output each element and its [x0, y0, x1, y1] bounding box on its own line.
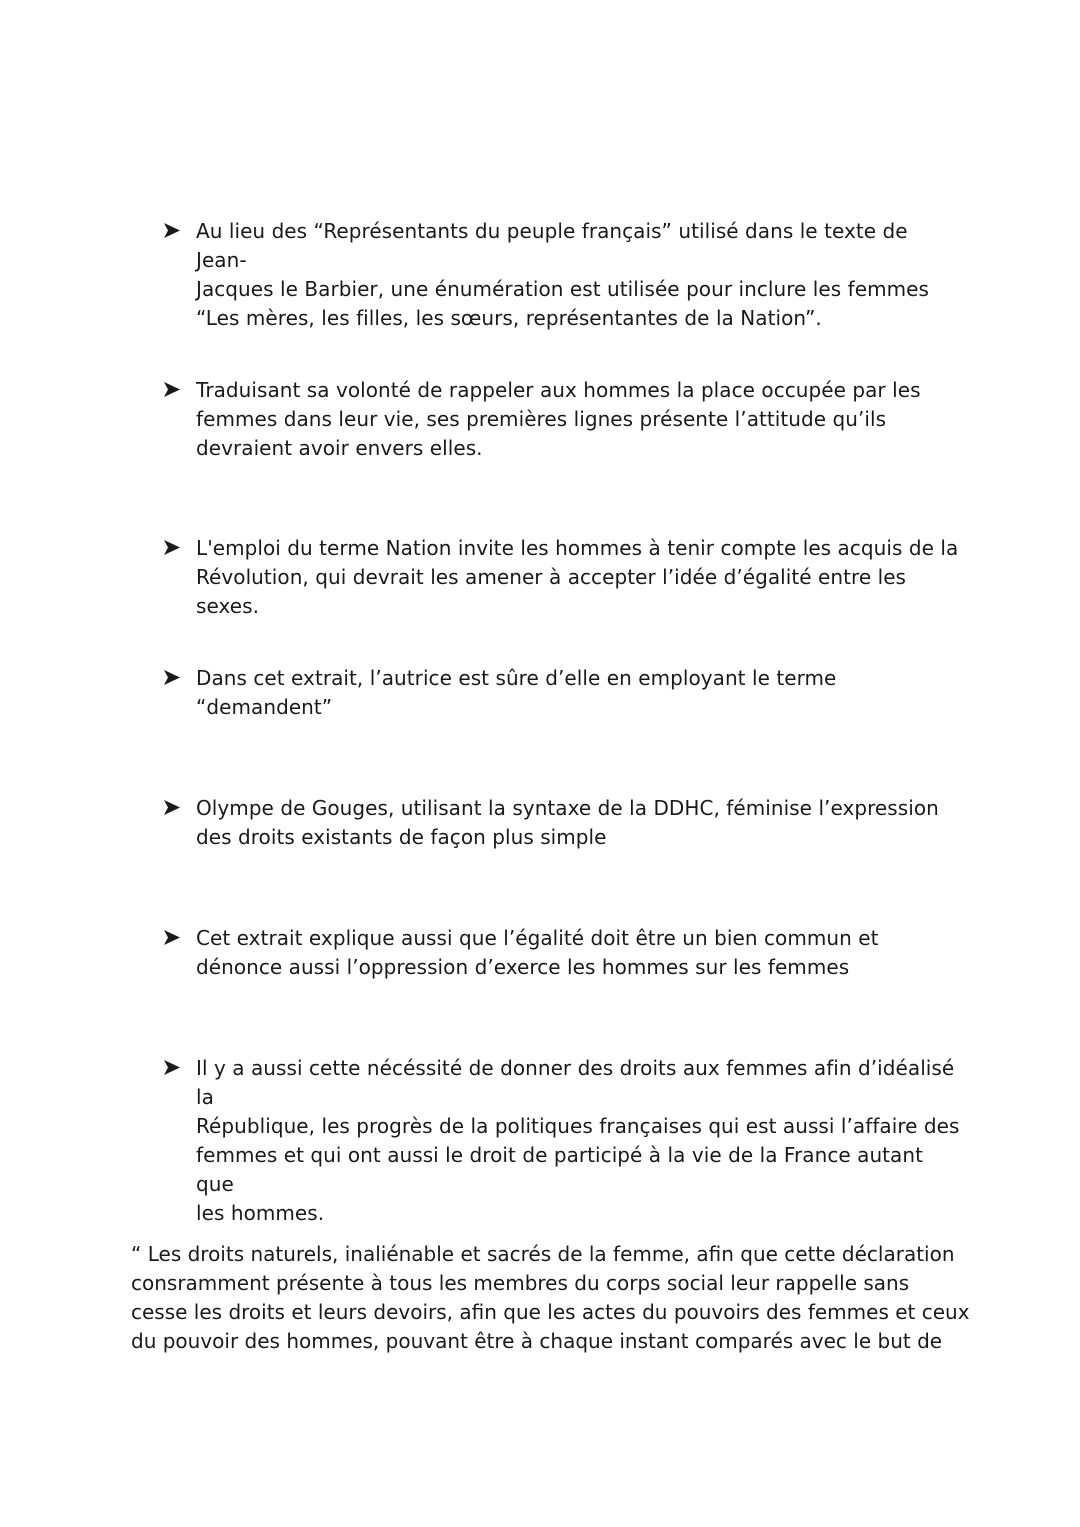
bullet-text: Cet extrait explique aussi que l’égalité doit être un bien commun et dénonce aussi l’oppression d’exerce les hommes sur les femmes: [196, 926, 879, 979]
bullet-text: Traduisant sa volonté de rappeler aux hommes la place occupée par les femmes dans leur vie, ses premières lignes présente l’attitude qu’ils devraient avoir envers elles.: [196, 378, 921, 460]
arrowhead-bullet-icon: [163, 794, 185, 823]
arrowhead-bullet-icon: [163, 1054, 185, 1083]
arrowhead-bullet-icon: [163, 534, 185, 563]
arrowhead-bullet-icon: [163, 376, 185, 405]
bullet-item: [163, 534, 963, 621]
bullet-text: Au lieu des “Représentants du peuple français” utilisé dans le texte de Jean- Jacques le Barbier, une énumération est utilisée pour inclure les femmes “Les mères, les filles, les sœurs, représentantes de la Nation”.: [196, 219, 929, 330]
arrowhead-bullet-icon: [163, 664, 185, 693]
arrowhead-bullet-icon: [163, 924, 185, 953]
arrowhead-bullet-icon: [163, 217, 185, 246]
bullet-text: Dans cet extrait, l’autrice est sûre d’elle en employant le terme “demandent”: [196, 666, 837, 719]
bullet-item: [163, 794, 963, 852]
bullet-item: [163, 664, 963, 722]
quote-paragraph: “ Les droits naturels, inaliénable et sacrés de la femme, afin que cette déclaration consramment présente à tous les membres du corps social leur rappelle sans cesse les droits et leurs devoirs, afin que les actes du pouvoirs des femmes et ceux du pouvoir des hommes, pouvant être à chaque instant comparés avec le but de: [131, 1242, 970, 1353]
bullet-item: [163, 1054, 963, 1228]
bullet-item: [163, 217, 963, 333]
bullet-text: Il y a aussi cette nécéssité de donner des droits aux femmes afin d’idéalisé la République, les progrès de la politiques françaises qui est aussi l’affaire des femmes et qui ont aussi le droit de participé à la vie de la France autant que les hommes.: [196, 1056, 960, 1225]
bullet-text: Olympe de Gouges, utilisant la syntaxe de la DDHC, féminise l’expression des droits existants de façon plus simple: [196, 796, 939, 849]
bullet-item: [163, 924, 963, 982]
bullet-text: L'emploi du terme Nation invite les hommes à tenir compte les acquis de la Révolution, qui devrait les amener à accepter l’idée d’égalité entre les sexes.: [196, 536, 959, 618]
bullet-item: [163, 376, 963, 463]
